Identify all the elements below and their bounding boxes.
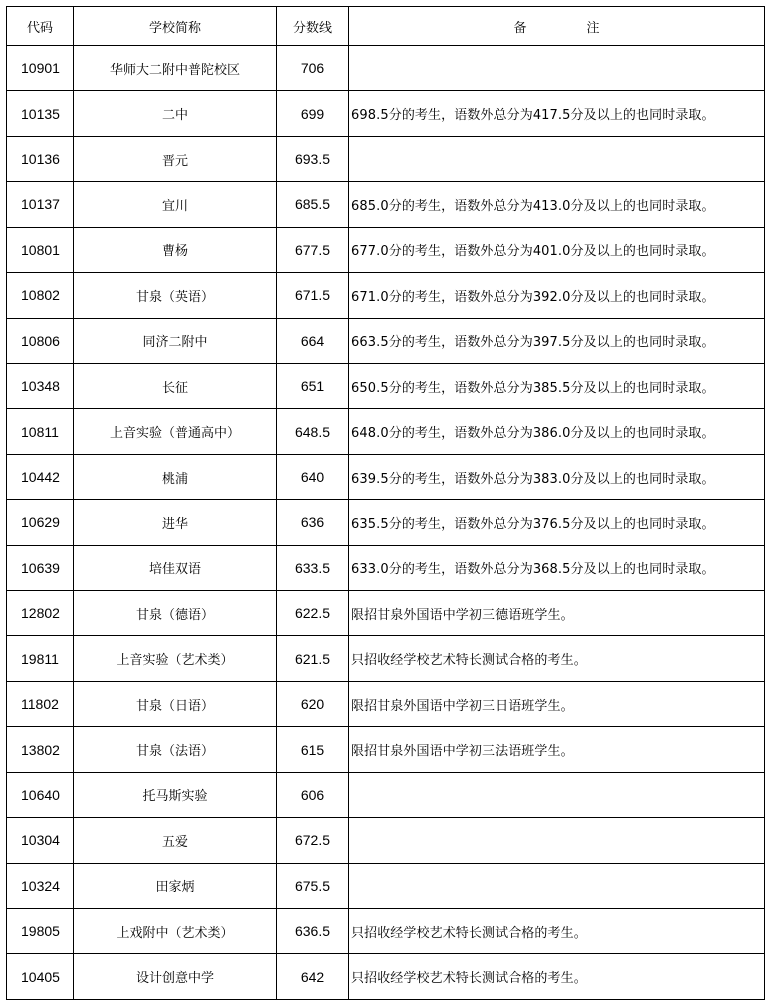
remarks-cell: 635.5分的考生，语数外总分为376.5分及以上的也同时录取。: [349, 500, 765, 545]
school-name-cell: 田家炳: [74, 863, 277, 908]
header-remarks: [349, 7, 765, 46]
school-name-cell: 上音实验（普通高中）: [74, 409, 277, 454]
table-row: [7, 772, 765, 817]
table-row: [7, 454, 765, 499]
school-name-cell: 二中: [74, 91, 277, 136]
table-header-row: [7, 7, 765, 46]
school-code-cell: 19811: [7, 636, 74, 681]
score-line-cell: 685.5: [277, 182, 349, 227]
school-name-cell: 设计创意中学: [74, 954, 277, 1000]
remarks-cell: 650.5分的考生，语数外总分为385.5分及以上的也同时录取。: [349, 363, 765, 408]
score-line-cell: 636.5: [277, 909, 349, 954]
remarks-cell: 只招收经学校艺术特长测试合格的考生。: [349, 954, 765, 1000]
school-code-cell: 10806: [7, 318, 74, 363]
remarks-cell: [349, 136, 765, 181]
remarks-cell: 698.5分的考生，语数外总分为417.5分及以上的也同时录取。: [349, 91, 765, 136]
table-row: [7, 636, 765, 681]
table-row: [7, 227, 765, 272]
remarks-cell: 633.0分的考生，语数外总分为368.5分及以上的也同时录取。: [349, 545, 765, 590]
score-line-cell: 677.5: [277, 227, 349, 272]
table-row: [7, 909, 765, 954]
table-row: [7, 681, 765, 726]
score-line-cell: 706: [277, 46, 349, 91]
school-name-cell: 甘泉（法语）: [74, 727, 277, 772]
score-line-cell: 633.5: [277, 545, 349, 590]
header-code: 代码: [7, 7, 74, 46]
school-code-cell: 10442: [7, 454, 74, 499]
school-name-cell: 桃浦: [74, 454, 277, 499]
remarks-cell: [349, 818, 765, 863]
table-row: [7, 91, 765, 136]
table-row: [7, 500, 765, 545]
school-code-cell: 19805: [7, 909, 74, 954]
table-row: [7, 818, 765, 863]
score-line-cell: 648.5: [277, 409, 349, 454]
school-name-cell: 上音实验（艺术类）: [74, 636, 277, 681]
score-line-cell: 699: [277, 91, 349, 136]
school-code-cell: 10801: [7, 227, 74, 272]
table-body: [7, 46, 765, 1000]
table-row: [7, 273, 765, 318]
school-code-cell: 10348: [7, 363, 74, 408]
remarks-cell: 只招收经学校艺术特长测试合格的考生。: [349, 636, 765, 681]
school-code-cell: 10304: [7, 818, 74, 863]
school-name-cell: 甘泉（英语）: [74, 273, 277, 318]
remarks-cell: 限招甘泉外国语中学初三法语班学生。: [349, 727, 765, 772]
score-line-cell: 642: [277, 954, 349, 1000]
score-line-cell: 606: [277, 772, 349, 817]
school-code-cell: 12802: [7, 591, 74, 636]
header-school-name: 学校简称: [74, 7, 277, 46]
score-line-cell: 636: [277, 500, 349, 545]
school-code-cell: 10324: [7, 863, 74, 908]
remarks-cell: 只招收经学校艺术特长测试合格的考生。: [349, 909, 765, 954]
remarks-cell: 648.0分的考生，语数外总分为386.0分及以上的也同时录取。: [349, 409, 765, 454]
school-name-cell: 五爱: [74, 818, 277, 863]
remarks-cell: 663.5分的考生，语数外总分为397.5分及以上的也同时录取。: [349, 318, 765, 363]
score-line-cell: 675.5: [277, 863, 349, 908]
table-row: [7, 363, 765, 408]
school-name-cell: 曹杨: [74, 227, 277, 272]
score-line-cell: 615: [277, 727, 349, 772]
score-line-cell: 693.5: [277, 136, 349, 181]
remarks-cell: 671.0分的考生，语数外总分为392.0分及以上的也同时录取。: [349, 273, 765, 318]
header-score-line: 分数线: [277, 7, 349, 46]
score-line-cell: 651: [277, 363, 349, 408]
remarks-cell: 限招甘泉外国语中学初三日语班学生。: [349, 681, 765, 726]
school-code-cell: 10802: [7, 273, 74, 318]
remarks-cell: 677.0分的考生，语数外总分为401.0分及以上的也同时录取。: [349, 227, 765, 272]
school-code-cell: 10811: [7, 409, 74, 454]
school-code-cell: 10405: [7, 954, 74, 1000]
table-row: [7, 545, 765, 590]
school-name-cell: 甘泉（德语）: [74, 591, 277, 636]
header-remarks-char-1: 备: [513, 20, 527, 36]
school-code-cell: 13802: [7, 727, 74, 772]
score-line-cell: 620: [277, 681, 349, 726]
table-row: [7, 954, 765, 1000]
school-name-cell: 甘泉（日语）: [74, 681, 277, 726]
table-row: [7, 182, 765, 227]
remarks-cell: [349, 772, 765, 817]
table-row: [7, 591, 765, 636]
school-name-cell: 长征: [74, 363, 277, 408]
header-remarks-char-2: 注: [586, 20, 600, 36]
school-code-cell: 10639: [7, 545, 74, 590]
remarks-cell: 限招甘泉外国语中学初三德语班学生。: [349, 591, 765, 636]
school-name-cell: 上戏附中（艺术类）: [74, 909, 277, 954]
school-code-cell: 11802: [7, 681, 74, 726]
table-row: [7, 863, 765, 908]
admission-score-table: [6, 6, 765, 1000]
remarks-cell: 639.5分的考生，语数外总分为383.0分及以上的也同时录取。: [349, 454, 765, 499]
remarks-cell: 685.0分的考生，语数外总分为413.0分及以上的也同时录取。: [349, 182, 765, 227]
table-row: [7, 136, 765, 181]
school-code-cell: 10136: [7, 136, 74, 181]
score-line-cell: 664: [277, 318, 349, 363]
score-line-cell: 621.5: [277, 636, 349, 681]
school-name-cell: 晋元: [74, 136, 277, 181]
school-code-cell: 10901: [7, 46, 74, 91]
remarks-cell: [349, 863, 765, 908]
school-name-cell: 华师大二附中普陀校区: [74, 46, 277, 91]
table-row: [7, 409, 765, 454]
school-code-cell: 10629: [7, 500, 74, 545]
school-code-cell: 10640: [7, 772, 74, 817]
school-name-cell: 培佳双语: [74, 545, 277, 590]
score-line-cell: 640: [277, 454, 349, 499]
score-line-cell: 671.5: [277, 273, 349, 318]
table-row: [7, 46, 765, 91]
score-line-cell: 622.5: [277, 591, 349, 636]
school-name-cell: 托马斯实验: [74, 772, 277, 817]
score-line-cell: 672.5: [277, 818, 349, 863]
table-row: [7, 318, 765, 363]
school-name-cell: 同济二附中: [74, 318, 277, 363]
remarks-cell: [349, 46, 765, 91]
school-name-cell: 宜川: [74, 182, 277, 227]
school-code-cell: 10135: [7, 91, 74, 136]
school-name-cell: 进华: [74, 500, 277, 545]
school-code-cell: 10137: [7, 182, 74, 227]
table-row: [7, 727, 765, 772]
